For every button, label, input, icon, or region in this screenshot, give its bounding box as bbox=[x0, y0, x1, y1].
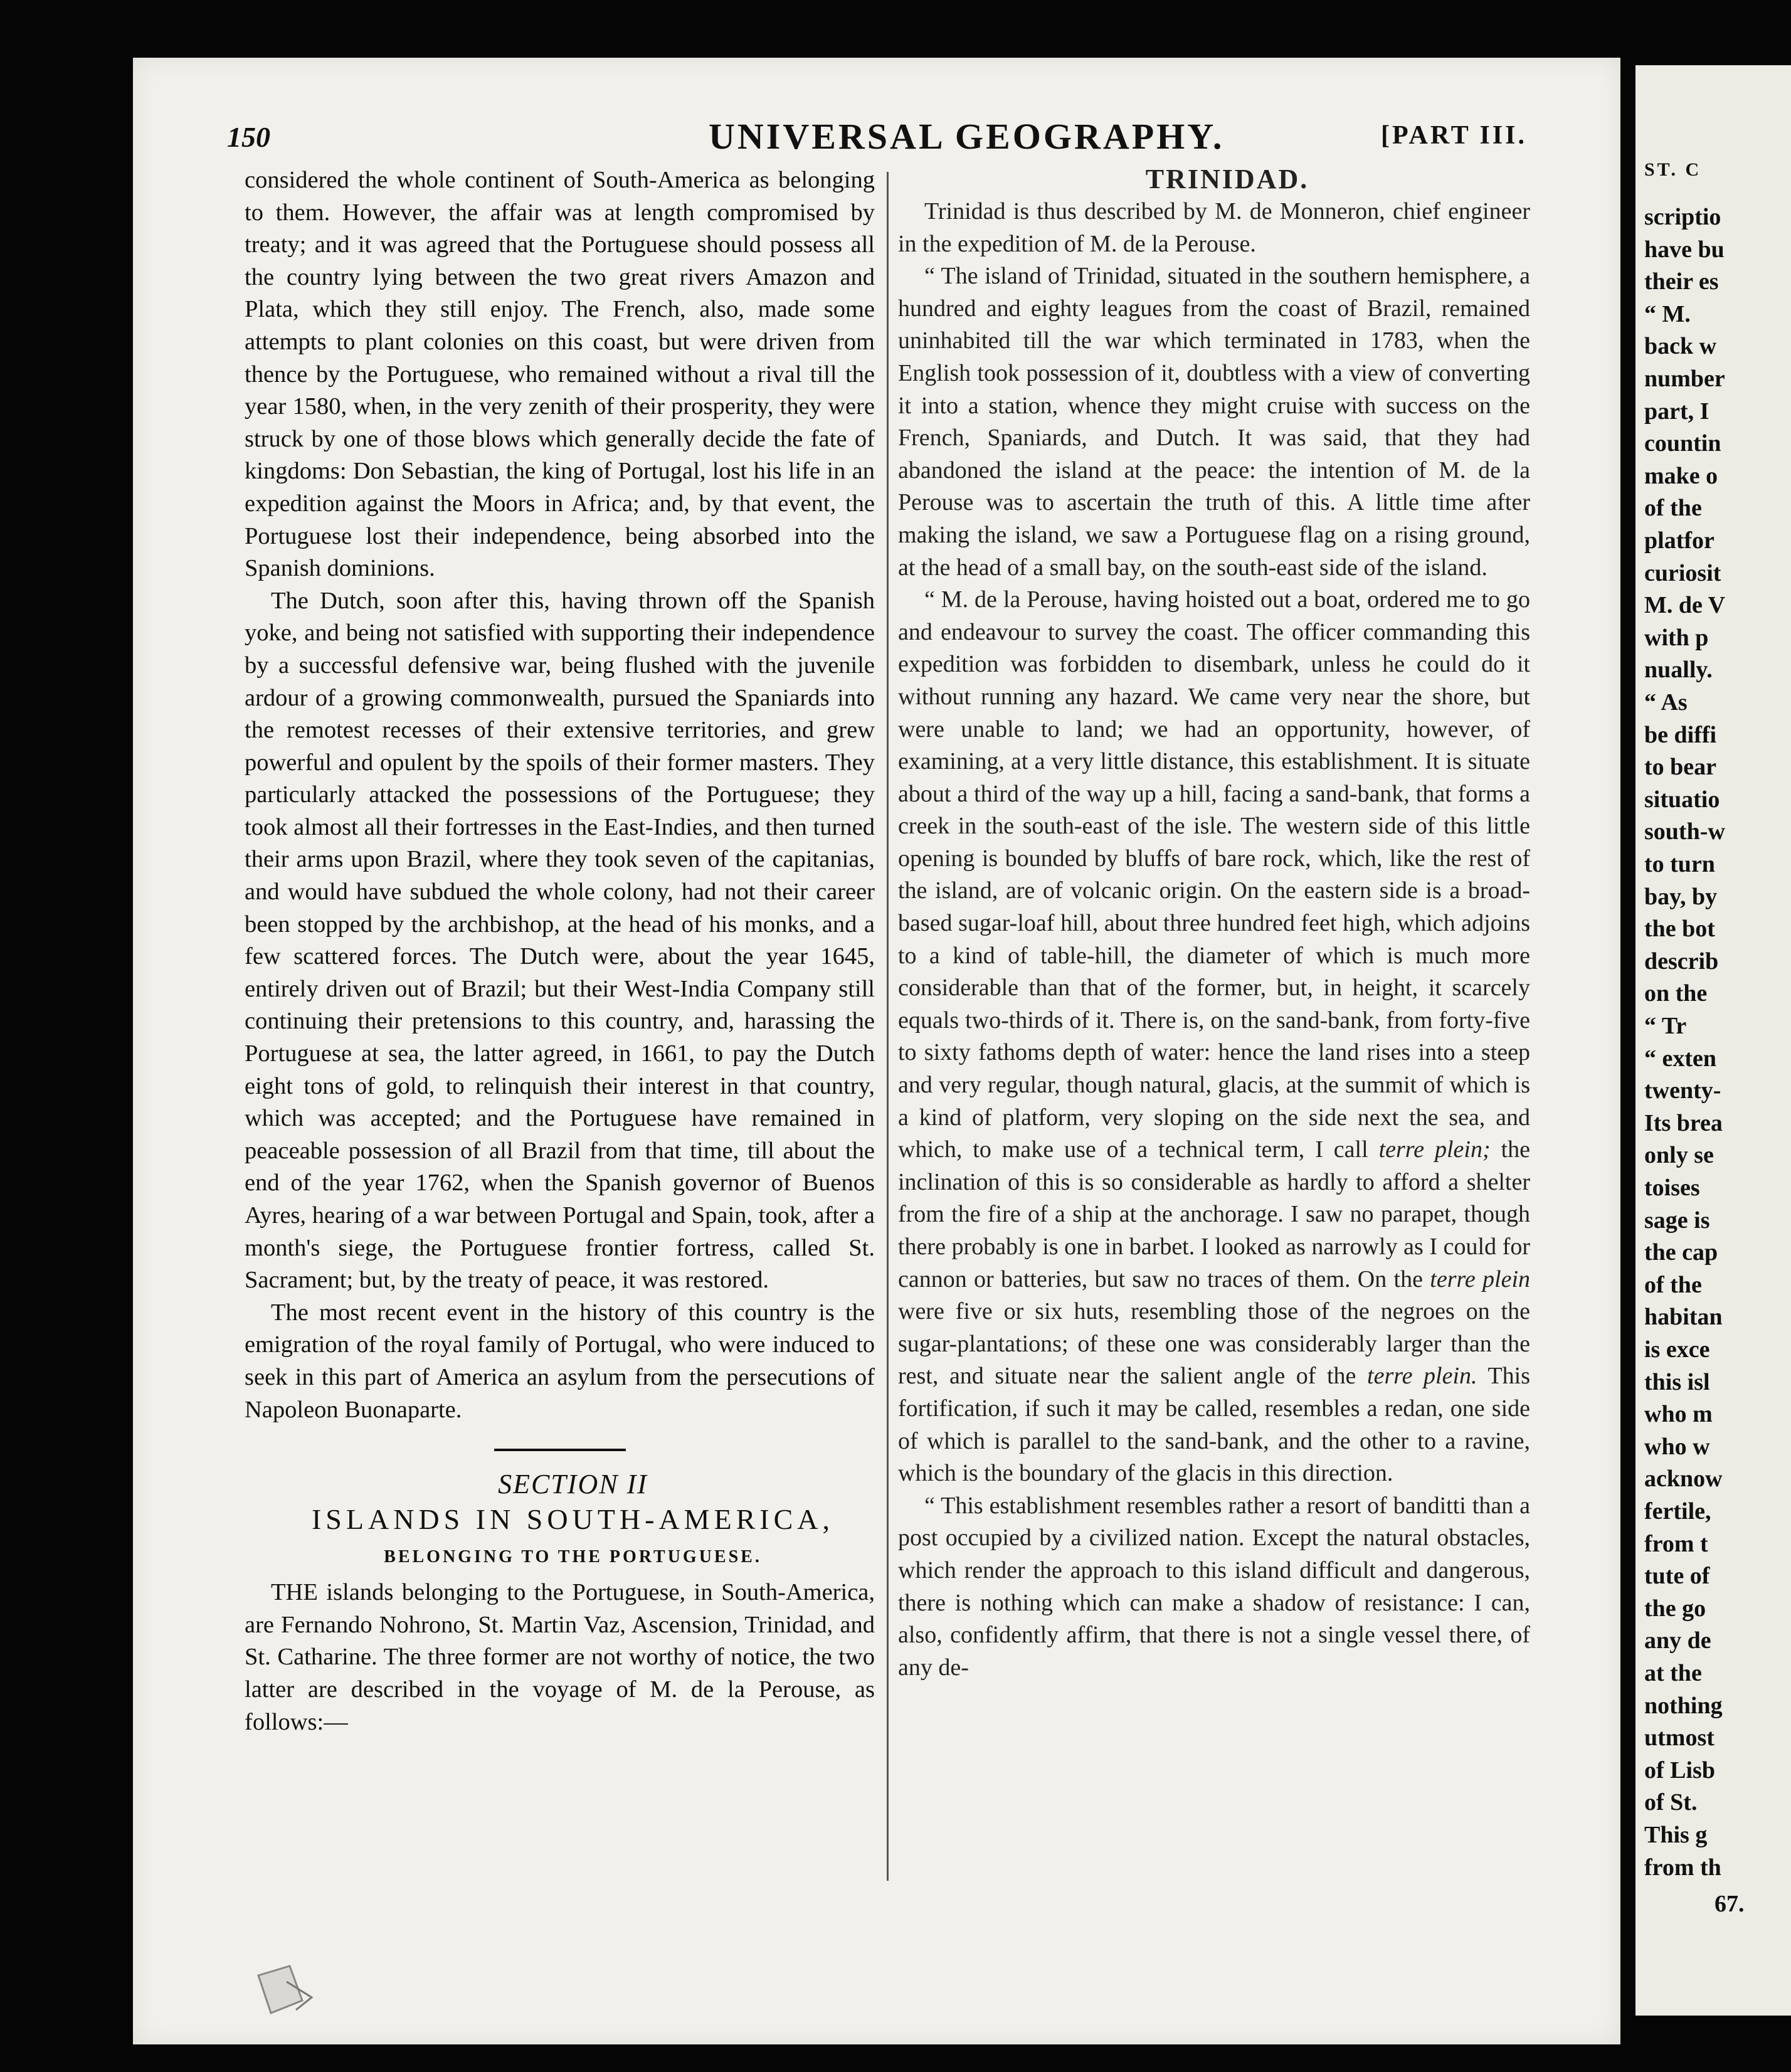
adjacent-page-line: nually. bbox=[1644, 657, 1713, 684]
right-paragraph-3-part-c: were five or six huts, resembling those of the negroes on the sugar-plantations; of these one was considerably larger than the rest, and situate near the salient angle of the bbox=[898, 1298, 1530, 1390]
adjacent-page-line: their es bbox=[1644, 268, 1719, 295]
adjacent-page-line: “ Tr bbox=[1644, 1013, 1687, 1039]
adjacent-page-line: toises bbox=[1644, 1175, 1700, 1201]
adjacent-page-line: is exce bbox=[1644, 1336, 1710, 1363]
adjacent-page-line: with p bbox=[1644, 624, 1709, 651]
adjacent-page-line: This g bbox=[1644, 1822, 1708, 1848]
adjacent-page-line: habitan bbox=[1644, 1304, 1723, 1331]
adjacent-page-line: the bot bbox=[1644, 916, 1715, 943]
adjacent-page-line: countin bbox=[1644, 430, 1721, 457]
adjacent-page-line: fertile, bbox=[1644, 1498, 1711, 1525]
adjacent-page-line: at the bbox=[1644, 1660, 1702, 1686]
section-heading: SECTION II bbox=[498, 1469, 648, 1500]
adjacent-page-line: 67. bbox=[1714, 1891, 1745, 1917]
adjacent-page-line: be diffi bbox=[1644, 721, 1717, 748]
running-head: UNIVERSAL GEOGRAPHY. bbox=[709, 116, 1225, 157]
left-paragraph-2: The Dutch, soon after this, having thrown off the Spanish yoke, and being not satisfied with supporting their independence by a successful defensive war, being flushed with the juvenile ardour of a growing commonwealth, pursued the Spaniards into the remotest recesses of their extensive territories, and grew powerful and opulent by the spoils of their former masters. They particularly attacked the possessions of the Portuguese; they took almost all their fortresses in the East-Indies, and then turned their arms upon Brazil, where they took seven of the capitanias, and would have subdued the whole colony, had not their career been stopped by the archbishop, at the head of his monks, and a few scattered forces. The Dutch were, about the year 1645, entirely driven out of Brazil; but their West-India Company still continuing their pretensions to this country, and, harassing the Portuguese at sea, the latter agreed, in 1661, to pay the Dutch eight tons of gold, to relinquish their interest in that country, which was accepted; and the Portuguese have remained in peaceable possession of all Brazil from that time, till about the end of the year 1762, when the Spanish governor of Buenos Ayres, hearing of a war between Portugal and Spain, took, after a month's siege, the Portuguese frontier fortress, called St. Sacrament; but, by the treaty of peace, it was restored. bbox=[245, 587, 875, 1294]
adjacent-page-fragment bbox=[1635, 65, 1791, 2016]
right-paragraph-3-part-b: the inclination of this is so considerable as hardly to afford a shelter from the fire of a ship at the anchorage. I saw no parapet, though there probably is one in barbet. I looked as narrowly as I could for cannon or batteries, but saw no traces of them. On the bbox=[898, 1136, 1531, 1292]
right-paragraph-3 bbox=[898, 584, 1530, 1490]
folded-corner-mark bbox=[252, 1963, 327, 2026]
adjacent-page-line: of the bbox=[1644, 1271, 1702, 1298]
adjacent-page-line: who w bbox=[1644, 1433, 1710, 1460]
adjacent-page-line: from th bbox=[1644, 1854, 1721, 1881]
adjacent-page-line: on the bbox=[1644, 980, 1708, 1007]
adjacent-page-line: sage is bbox=[1644, 1207, 1710, 1234]
adjacent-page-line: back w bbox=[1644, 333, 1717, 360]
adjacent-page-line: curiosit bbox=[1644, 559, 1721, 586]
right-paragraph-2: “ The island of Trinidad, situated in the southern hemisphere, a hundred and eighty leagues from the coast of Brazil, remained uninhabited till the war which terminated in 1783, when the English took possession of it, doubtless with a view of converting it into a station, whence they might cruise with success on the French, Spaniards, and Dutch. It was said, that they had abandoned the island at the peace: the intention of M. de la Perouse was to ascertain the truth of this. A little time after making the island, we saw a Portuguese flag on a rising ground, at the head of a small bay, on the south-east side of the island. bbox=[898, 263, 1530, 581]
adjacent-page-line: who m bbox=[1644, 1401, 1713, 1428]
right-paragraph-1: Trinidad is thus described by M. de Monneron, chief engineer in the expedition of M. de la Perouse. bbox=[898, 198, 1530, 257]
adjacent-page-line: have bu bbox=[1644, 236, 1725, 263]
left-column bbox=[245, 164, 875, 1738]
adjacent-page-line: any de bbox=[1644, 1627, 1711, 1654]
adjacent-page-line: describ bbox=[1644, 948, 1719, 975]
adjacent-page-line: of Lisb bbox=[1644, 1757, 1715, 1784]
adjacent-page-line: number bbox=[1644, 366, 1725, 392]
adjacent-page-line: nothing bbox=[1644, 1692, 1723, 1719]
islands-heading: ISLANDS IN SOUTH-AMERICA, bbox=[311, 1503, 835, 1536]
adjacent-page-line: tute of bbox=[1644, 1563, 1710, 1590]
right-paragraph-3-part-d: This fortification, if such it may be called, resembles a redan, one side of which is parallel to the sand-bank, and the other to a ravine, which is the boundary of the glacis in this direction. bbox=[898, 1363, 1530, 1487]
adjacent-page-line: south-w bbox=[1644, 818, 1725, 845]
right-paragraph-4: “ This establishment resembles rather a resort of banditti than a post occupied by a civilized nation. Except the natural obstacles, which render the approach to this island difficult and dangerous, there is nothing which can make a shadow of resistance: I can, also, confidently affirm, that there is not a single vessel there, of any de- bbox=[898, 1492, 1530, 1681]
adjacent-page-line: “ As bbox=[1644, 689, 1688, 716]
left-paragraph-3: The most recent event in the history of this country is the emigration of the royal family of Portugal, who were induced to seek in this part of America an asylum from the persecutions of Napoleon Buonaparte. bbox=[245, 1299, 875, 1423]
adjacent-page-line: acknow bbox=[1644, 1466, 1723, 1493]
adjacent-page-line: of St. bbox=[1644, 1789, 1698, 1816]
adjacent-page-line: make o bbox=[1644, 462, 1718, 489]
adjacent-page-line: twenty- bbox=[1644, 1077, 1721, 1104]
adjacent-page-line: the go bbox=[1644, 1595, 1706, 1622]
left-paragraph-1: considered the whole continent of South-America as belonging to them. However, the affair was at length compromised by treaty; and it was agreed that the Portuguese should possess all the country lying between the two great rivers Amazon and Plata, which they still enjoy. The French, also, made some attempts to plant colonies on this coast, but were driven from thence by the Portuguese, who remained without a rival till the year 1580, when, in the very zenith of their prosperity, they were struck by one of those blows which generally decide the fate of kingdoms: Don Sebastian, the king of Portugal, lost his life in an expedition against the Moors in Africa; and, by that event, the Portuguese lost their independence, being absorbed into the Spanish dominions. bbox=[245, 167, 875, 582]
book-page bbox=[133, 58, 1620, 2044]
adjacent-page-line: from t bbox=[1644, 1530, 1708, 1557]
section-rule bbox=[494, 1449, 626, 1451]
adjacent-page-line: scriptio bbox=[1644, 204, 1721, 230]
adjacent-page-line: utmost bbox=[1644, 1725, 1714, 1752]
adjacent-page-line: to bear bbox=[1644, 754, 1717, 781]
page-number: 150 bbox=[227, 121, 270, 153]
trinidad-heading: TRINIDAD. bbox=[1145, 164, 1309, 194]
left-paragraph-4: THE islands belonging to the Portuguese, in South-America, are Fernando Nohrono, St. Martin Vaz, Ascension, Trinidad, and St. Catharine. The three former are not worthy of notice, the two latter are described in the voyage of M. de la Perouse, as follows:— bbox=[245, 1579, 875, 1735]
right-column bbox=[898, 163, 1530, 1684]
adjacent-page-line: of the bbox=[1644, 495, 1702, 522]
terre-plein-term-2: terre plein bbox=[1430, 1266, 1531, 1292]
terre-plein-term-1: terre plein; bbox=[1378, 1136, 1491, 1163]
column-divider bbox=[887, 172, 889, 1881]
right-paragraph-3-part-a: “ M. de la Perouse, having hoisted out a boat, ordered me to go and endeavour to survey the coast. The officer commanding this expedition was forbidden to disembark, unless he could do it without running any hazard. We came very near the shore, but were unable to land; we had an opportunity, however, of examining, at a very little distance, this establishment. It is situate about a third of the way up a hill, facing a sand-bank, that forms a creek in the south-east of the isle. The western side of this little opening is bounded by bluffs of bare rock, which, like the rest of the island, are of volcanic origin. On the eastern side is a broad-based sugar-loaf hill, about three hundred feet high, which adjoins to a kind of table-hill, the diameter of which is much more considerable than that of the former, but, in height, it scarcely equals two-thirds of it. There is, on the sand-bank, from forty-five to sixty fathoms depth of water: hence the land rises into a steep and very regular, though natural, glacis, at the summit of which is a kind of platform, very sloping on the side next the sea, and which, to make use of a technical term, I call bbox=[898, 586, 1530, 1163]
adjacent-page-line: part, I bbox=[1644, 398, 1709, 425]
adjacent-page-line: the cap bbox=[1644, 1239, 1718, 1266]
adjacent-page-line: only se bbox=[1644, 1142, 1714, 1169]
belonging-heading: BELONGING TO THE PORTUGUESE. bbox=[384, 1547, 762, 1567]
adjacent-page-line: bay, by bbox=[1644, 883, 1718, 910]
adjacent-page-line: this isl bbox=[1644, 1368, 1710, 1395]
adjacent-page-line: M. de V bbox=[1644, 592, 1726, 619]
adjacent-page-line: to turn bbox=[1644, 851, 1715, 877]
part-label: [PART III. bbox=[1381, 121, 1527, 150]
adjacent-page-line: situatio bbox=[1644, 786, 1720, 813]
adjacent-page-line: platfor bbox=[1644, 527, 1714, 554]
adjacent-page-line: ST. C bbox=[1644, 159, 1702, 180]
adjacent-page-line: “ M. bbox=[1644, 300, 1691, 327]
adjacent-page-line: “ exten bbox=[1644, 1045, 1717, 1072]
terre-plein-term-3: terre plein. bbox=[1367, 1363, 1477, 1390]
adjacent-page-line: Its brea bbox=[1644, 1109, 1723, 1136]
